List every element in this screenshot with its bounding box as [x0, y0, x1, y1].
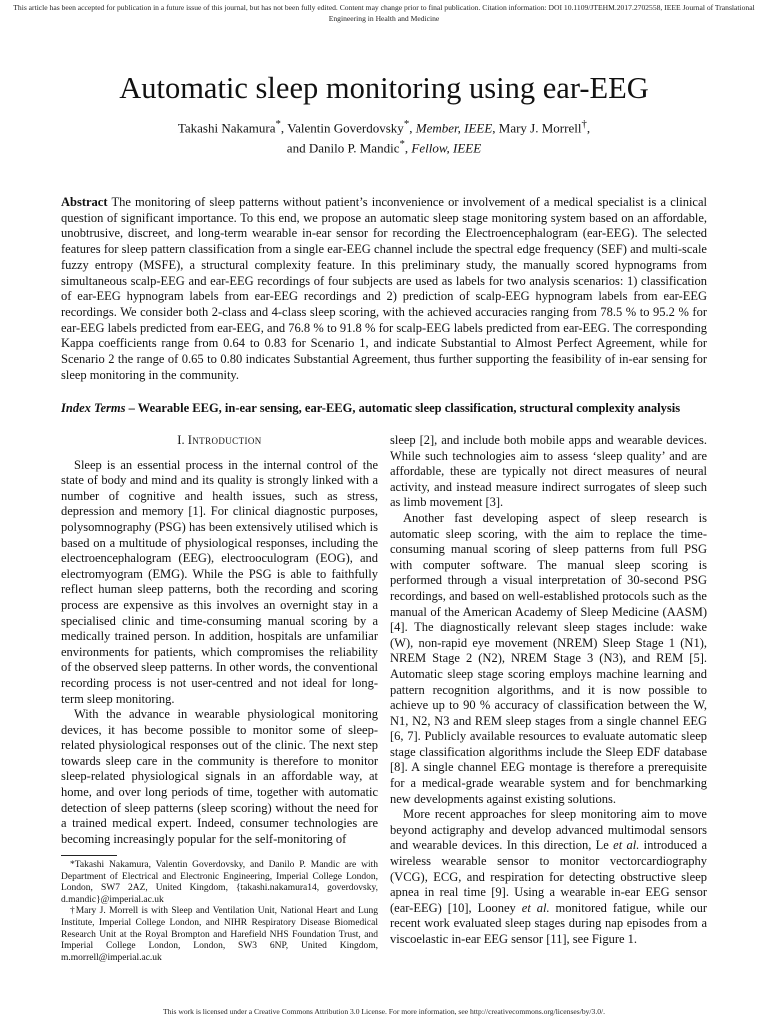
column-left: [61, 433, 378, 847]
body-paragraph: [390, 807, 707, 947]
affiliation-mark: *: [399, 138, 405, 151]
paragraph-text: monitored fatigue, while our recent work evaluated sleep stages during nap episodes from a viscoelastic in-ear EEG sensor [11], see Figure 1.: [390, 900, 707, 946]
author-name: Mary J. Morrell: [498, 120, 582, 136]
author-role: Fellow, IEEE: [411, 140, 482, 156]
author-name: Danilo P. Mandic: [308, 140, 400, 156]
author-name: Valentin Goverdovsky: [287, 120, 404, 136]
affiliation-mark: *: [275, 118, 281, 130]
author-role: Member, IEEE: [415, 120, 493, 136]
abstract-text: The monitoring of sleep patterns without patient’s inconvenience or involvement of a medical specialist is a clinical question of significant importance. To this end, we propose an automatic sleep stage monitoring system based on an affordable, unobtrusive, discreet, and long-term wearable in-ear sensor for recording the Electroencephalogram (ear-EEG). The selected features for sleep pattern classification from a single ear-EEG channel include the spectral edge frequency (SEF) and multi-scale fuzzy entropy (MSFE), a structural complexity feature. In this preliminary study, the manually scored hypnograms from simultaneous scalp-EEG and ear-EEG recordings of four subjects are used as labels for two analysis scenarios: 1) classification of ear-EEG hypnogram labels from ear-EEG recordings and 2) prediction of scalp-EEG hypnogram labels from ear-EEG recordings. We consider both 2-class and 4-class sleep scoring, with the achieved accuracies ranging from 78.5 % to 95.2 % for ear-EEG labels predicted from ear-EEG, and 76.8 % to 91.8 % for scalp-EEG labels predicted from ear-EEG. The corresponding Kappa coefficients range from 0.64 to 0.83 for Scenario 1, and indicate Substantial to Almost Perfect Agreement, while for Scenario 2 the range of 0.65 to 0.80 indicates Substantial Agreement, thus further supporting the feasibility of in-ear sensing for sleep monitoring in the community.: [61, 195, 707, 382]
paragraph-text: More recent approaches for sleep monitoring aim to move beyond actigraphy and develop advanced multimodal sensors and wearable devices. In this direction, Le: [390, 807, 707, 853]
et-al: et al.: [521, 900, 550, 915]
footnotes: [61, 860, 378, 964]
paragraph-text: introduced a wireless wearable sensor to monitor vectorcardiography (VCG), ECG, and respiration for detecting obstructive sleep apnea in real time [9]. Using a wearable in-ear EEG sensor (ear-EEG) [10], Looney: [390, 838, 707, 915]
footnote: †Mary J. Morrell is with Sleep and Ventilation Unit, National Heart and Lung Institute, Imperial College London, and NIHR Respiratory Disease Biomedical Research Unit at the Royal Brompton and Harefield NHS Foundation Trust, and Imperial College London, London, SW3 6NP, United Kingdom, m.morrell@imperial.ac.uk: [61, 906, 378, 963]
affiliation-mark: *: [403, 118, 410, 130]
body-paragraph: sleep [2], and include both mobile apps and wearable devices. While such technologies aim to assess ‘sleep quality’ and are affordable, these are typically not direct measures of neural activity, and instead measure indirect surrogates of sleep such as limb movement [3].: [390, 433, 707, 510]
author-name: Takashi Nakamura: [177, 120, 276, 136]
index-terms-label: Index Terms: [61, 401, 126, 415]
license-footer: This work is licensed under a Creative Commons Attribution 3.0 License. For more information, see http://creativecommons.org/licenses/by/3.0/.: [162, 1007, 606, 1016]
paper-title: Automatic sleep monitoring using ear-EEG: [119, 71, 649, 105]
column-right: [390, 433, 707, 948]
index-terms: [61, 400, 707, 416]
author-list: Takashi Nakamura*, Valentin Goverdovsky*, Member, IEEE, Mary J. Morrell†, and Danilo P. Mandic*, Fellow, IEEE: [177, 118, 591, 156]
footnote-divider: [61, 855, 117, 856]
index-terms-separator: –: [128, 401, 135, 415]
abstract-label: Abstract: [61, 195, 108, 209]
section-number: I.: [177, 433, 185, 447]
body-paragraph: Sleep is an essential process in the internal control of the state of body and mind and its quality is strongly linked with a number of cognitive and health issues, such as stress, depression and memory [1]. For clinical diagnostic purposes, polysomnography (PSG) has been extensively utilised which is based on a multitude of physiological responses, including the electroencephalogram (EEG), electrooculogram (EOG), and electromyogram (EMG). While the PSG is able to faithfully reflect human sleep patterns, both the recording and scoring process are expensive as this involves an overnight stay in a specialised clinic and time-consuming manual scoring by a medically trained person. In addition, hospitals are unfamiliar environments for patients, which compromises the reliability of the observed sleep patterns. In other words, the conventional recording process is not user-centred and not ideal for long-term sleep monitoring.: [61, 457, 378, 706]
section-title: Introduction: [187, 433, 262, 447]
journal-header-notice: This article has been accepted for publication in a future issue of this journal, but has not been fully edited. Content may change prior to final publication. Citation information: DOI 10.1109/JTEHM.2017.2702558, IEEE Journal of Translational Engineering in Health and Medicine: [13, 3, 755, 23]
author-conjunction: and: [286, 140, 306, 156]
abstract: [61, 195, 707, 383]
index-terms-text: Wearable EEG, in-ear sensing, ear-EEG, automatic sleep classification, structural complexity analysis: [137, 401, 681, 415]
footnote: *Takashi Nakamura, Valentin Goverdovsky, and Danilo P. Mandic are with Department of Electrical and Electronic Engineering, Imperial College London, London, SW7 2AZ, United Kingdom, {takashi.nakamura14, goverdovsky, d.mandic}@imperial.ac.uk: [61, 860, 378, 905]
body-paragraph: Another fast developing aspect of sleep research is automatic sleep scoring, with the aim to replace the time-consuming manual scoring of sleep patterns from full PSG with computer software. The manual sleep scoring is performed through a visual interpretation of 30-second PSG recordings, and based on well-established protocols such as the manual of the American Academy of Sleep Medicine (AASM) [4]. The diagnostically relevant sleep stages include: wake (W), non-rapid eye movement (NREM) Sleep Stage 1 (N1), NREM Stage 2 (N2), NREM Stage 3 (N3), and REM [5]. Automatic sleep stage scoring employs machine learning and pattern recognition algorithms, and it is now possible to achieve up to 90 % accuracy of classification between the W, N1, N2, N3 and REM sleep stages from a single channel EEG [6, 7]. Publicly available resources to evaluate automatic sleep stage classification algorithms include the Sleep EDF database [8]. A single channel EEG montage is therefore a prerequisite for a medical-grade wearable system and for benchmarking new developments against existing solutions.: [390, 510, 707, 806]
section-heading: [61, 433, 378, 449]
et-al: et al.: [613, 838, 640, 853]
body-paragraph: With the advance in wearable physiological monitoring devices, it has become possible to monitor some of sleep-related physiological responses out of the clinic. The next step towards sleep care in the community is therefore to monitor sleep-related physiological signals in an affordable way, at home, and over long periods of time, together with automatic detection of sleep patterns (sleep scoring) without the need for a trained medical expert. Indeed, consumer technologies are becoming increasingly popular for the self-monitoring of: [61, 707, 378, 846]
affiliation-mark: †: [581, 118, 587, 130]
